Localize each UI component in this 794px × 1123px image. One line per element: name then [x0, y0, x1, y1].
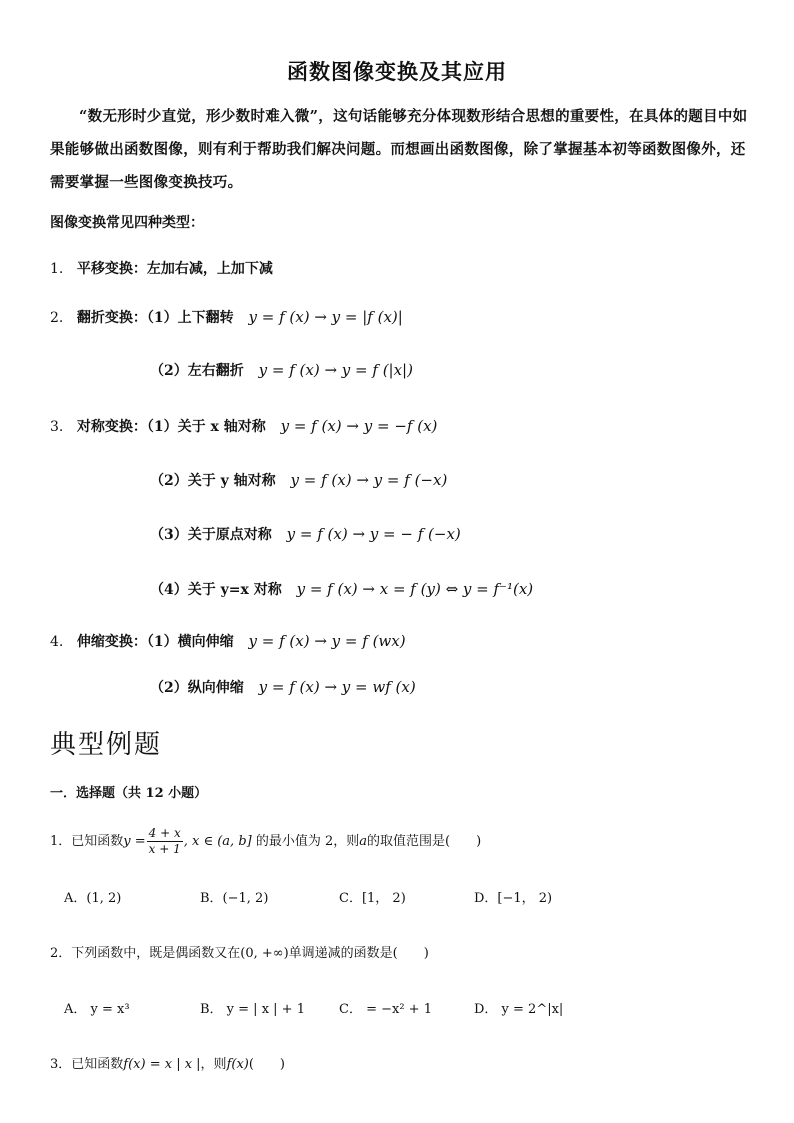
question-tail: ( ) — [248, 1057, 286, 1072]
item-symmetry-yx — [150, 579, 533, 599]
q1-option-b[interactable]: B．(−1, 2) — [200, 891, 269, 906]
q1-option-a[interactable]: A．(1, 2) — [64, 891, 122, 906]
item-label: 翻折变换：（1）上下翻转 — [76, 310, 234, 326]
item-number: 1. — [50, 261, 64, 277]
question-text: ，则 — [200, 1057, 227, 1072]
fraction — [147, 826, 183, 857]
types-heading: 图像变换常见四种类型： — [50, 215, 204, 231]
item-number: 4. — [50, 634, 64, 650]
formula: y = f (x) → x = f (y) ⇔ y = f⁻¹(x) — [296, 580, 534, 598]
question-2: 2．下列函数中，既是偶函数又在(0, +∞)单调递减的函数是( ) — [50, 946, 429, 961]
question-1 — [50, 826, 481, 857]
fraction-denominator: x + 1 — [148, 842, 181, 856]
fraction-numerator: 4 + x — [148, 826, 181, 840]
item-label: （2）关于 y 轴对称 — [150, 473, 276, 489]
formula-domain: , x ∈ (a, b] — [183, 834, 252, 849]
item-label: （3）关于原点对称 — [150, 527, 272, 543]
question-text: 的最小值为 2，则 — [251, 834, 360, 849]
q1-option-d[interactable]: D．[−1， 2) — [474, 891, 553, 906]
page-title: 函数图像变换及其应用 — [287, 59, 507, 84]
item-label: 对称变换：（1）关于 x 轴对称 — [76, 419, 266, 435]
variable: a — [359, 834, 368, 849]
item-label: （4）关于 y=x 对称 — [150, 582, 282, 598]
item-label: （2）左右翻折 — [150, 363, 244, 379]
formula: y = f (x) → y = f (wx) — [248, 632, 406, 650]
item-label: 平移变换：左加右减，上加下减 — [76, 261, 273, 277]
formula: y = f (x) → y = f (−x) — [290, 471, 448, 489]
question-tail: 的取值范围是( ) — [367, 834, 482, 849]
item-flip-sub — [150, 360, 413, 380]
q2-option-b[interactable]: B． y = | x | + 1 — [200, 1002, 305, 1017]
question-prefix: 1．已知函数 — [50, 834, 124, 849]
item-symmetry-origin — [150, 524, 461, 544]
item-number: 3. — [50, 419, 64, 435]
formula: f(x) — [226, 1057, 249, 1072]
intro-paragraph — [50, 100, 750, 199]
formula: y = — [123, 834, 146, 849]
item-symmetry-y — [150, 470, 447, 490]
item-label: 伸缩变换：（1）横向伸缩 — [76, 634, 234, 650]
formula: y = f (x) → y = wf (x) — [258, 678, 416, 696]
item-number: 2. — [50, 310, 64, 326]
examples-heading: 典型例题 — [50, 730, 163, 760]
formula: y = f (x) → y = −f (x) — [280, 417, 438, 435]
q1-option-c[interactable]: C．[1， 2) — [339, 891, 406, 906]
question-3 — [50, 1053, 285, 1072]
q2-option-a[interactable]: A． y = x³ — [64, 1002, 130, 1017]
item-translation — [50, 258, 273, 278]
item-scaling — [50, 631, 406, 651]
formula: y = f (x) → y = |f (x)| — [248, 308, 403, 326]
question-prefix: 3．已知函数 — [50, 1057, 124, 1072]
item-label: （2）纵向伸缩 — [150, 680, 244, 696]
q2-option-c[interactable]: C． = −x² + 1 — [339, 1002, 432, 1017]
q2-option-d[interactable]: D． y = 2^|x| — [474, 1002, 564, 1017]
item-flip — [50, 307, 403, 327]
formula: f(x) = x | x | — [123, 1057, 201, 1072]
intro-text: “数无形时少直觉，形少数时难入微”，这句话能够充分体现数形结合思想的重要性，在具体的题目中如果能够做出函数图像，则有利于帮助我们解决问题。而想画出函数图像，除了掌握基本初等函数图像外，还需要掌握一些图像变换技巧。 — [50, 108, 748, 191]
formula: y = f (x) → y = − f (−x) — [286, 525, 461, 543]
formula: y = f (x) → y = f (|x|) — [258, 361, 413, 379]
item-symmetry — [50, 416, 437, 436]
item-scaling-sub — [150, 677, 416, 697]
choice-heading: 一．选择题（共 12 小题） — [50, 786, 208, 801]
